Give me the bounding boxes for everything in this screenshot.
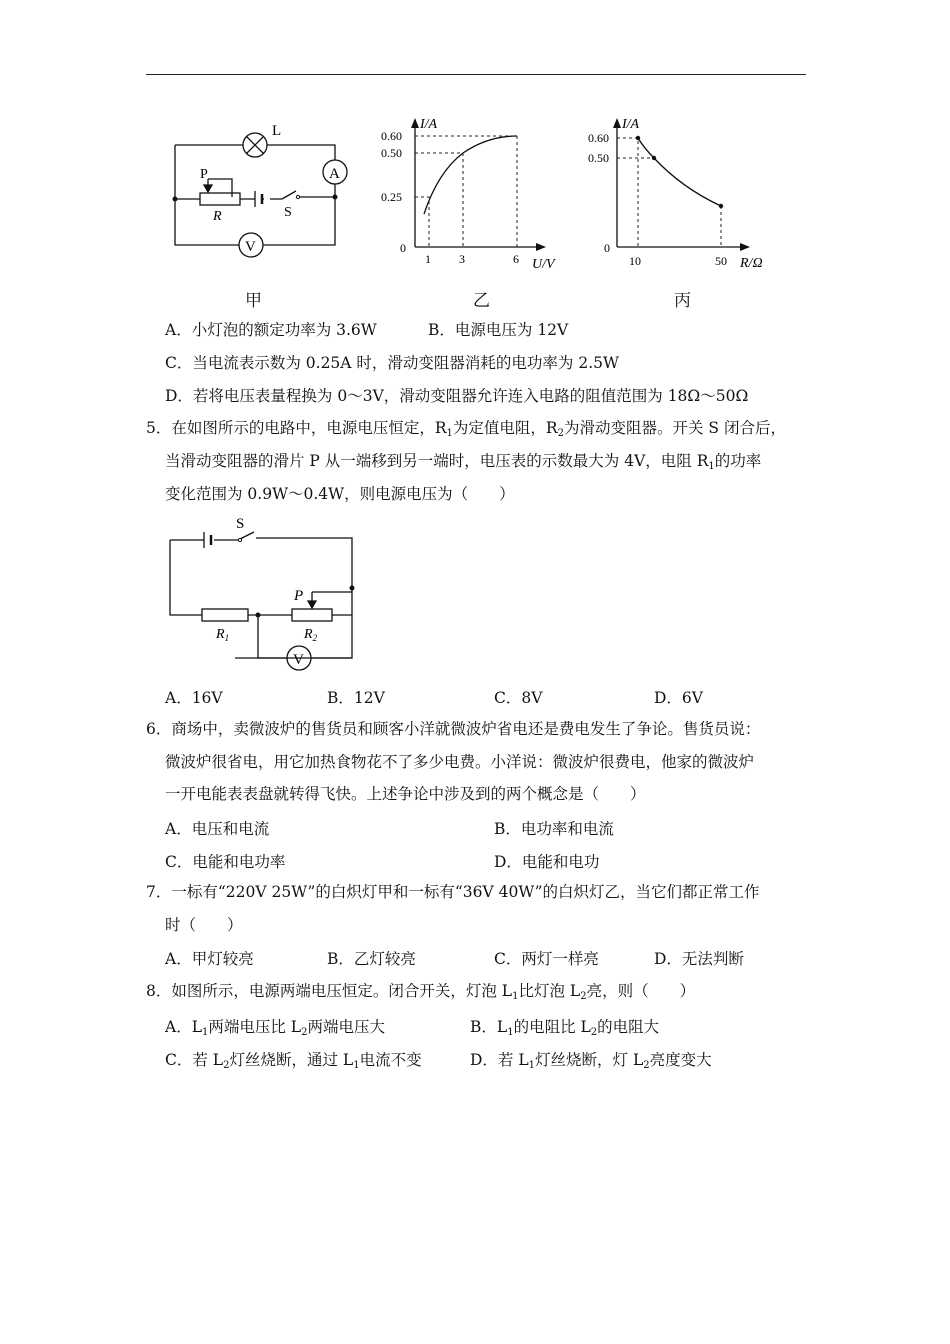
graph-yi-x-axis: U/V — [532, 257, 555, 272]
graph-yi-origin: 0 — [400, 241, 406, 255]
graph-bing-xtick: 10 — [629, 254, 641, 268]
q4-option-b: B．电源电压为 12V — [428, 321, 569, 339]
graph-bing-xtick: 50 — [715, 254, 727, 268]
q5-r1-label: $R_1$ — [216, 627, 230, 643]
q6-stem-line3: 一开电能表表盘就转得飞快。上述争论中涉及到的两个概念是（ ） — [165, 785, 646, 803]
q5-slider-label: P — [294, 588, 304, 604]
q5-stem-line2: 当滑动变阻器的滑片 P 从一端移到另一端时，电压表的示数最大为 4V，电阻 $R_1$的功率 — [165, 452, 762, 472]
q5-voltmeter-label: V — [293, 652, 304, 668]
graph-yi-ytick: 0.25 — [381, 190, 402, 204]
q5-circuit-diagram — [160, 512, 370, 672]
q6-option-d: D．电能和电功 — [494, 853, 600, 871]
circuit-jia-diagram — [160, 115, 360, 275]
q8-option-a: A．$L_1$两端电压比 $L_2$两端电压大 — [165, 1018, 385, 1038]
q5-stem-line1: 5．在如图所示的电路中，电源电压恒定，$R_1$为定值电阻，$R_2$为滑动变阻器。开关 S 闭合后， — [146, 419, 786, 439]
graph-yi-xtick: 3 — [459, 252, 465, 266]
q6-option-b: B．电功率和电流 — [494, 820, 614, 838]
q6-option-a: A．电压和电流 — [165, 820, 270, 838]
graph-yi-xtick: 1 — [425, 252, 431, 266]
graph-bing-ytick: 0.50 — [588, 151, 609, 165]
q4-option-d: D．若将电压表量程换为 0～3V，滑动变阻器允许连入电路的阻值范围为 18Ω～50Ω — [165, 387, 749, 405]
q6-option-c: C．电能和电功率 — [165, 853, 286, 871]
q7-option-a: A．甲灯较亮 — [165, 950, 254, 968]
q7-option-d: D．无法判断 — [654, 950, 744, 968]
q6-stem-line1: 6．商场中，卖微波炉的售货员和顾客小洋就微波炉省电还是费电发生了争论。售货员说： — [146, 720, 761, 738]
q7-option-b: B．乙灯较亮 — [327, 950, 416, 968]
graph-bing-y-axis: I/A — [622, 117, 640, 132]
graph-bing-origin: 0 — [604, 241, 610, 255]
ammeter-label: A — [329, 166, 340, 182]
q8-stem-line1: 8．如图所示，电源两端电压恒定。闭合开关，灯泡 $L_1$比灯泡 $L_2$亮，则（ ） — [146, 982, 696, 1002]
graph-yi-y-axis: I/A — [420, 117, 438, 132]
lamp-label: L — [272, 123, 282, 139]
header-rule — [146, 74, 806, 75]
graph-yi — [378, 110, 568, 275]
q5-option-a: A．16V — [165, 689, 223, 707]
graph-bing-x-axis: R/Ω — [740, 256, 763, 271]
q5-stem-line3: 变化范围为 0.9W～0.4W，则电源电压为（ ） — [165, 485, 515, 503]
caption-jia: 甲 — [245, 291, 262, 311]
switch-label: S — [284, 205, 292, 220]
q5-r2-label: $R_2$ — [304, 627, 318, 643]
graph-yi-xtick: 6 — [513, 252, 519, 266]
graph-bing — [582, 110, 782, 275]
resistor-label: R — [213, 209, 222, 224]
slider-label: P — [200, 167, 208, 182]
graph-bing-ytick: 0.60 — [588, 131, 609, 145]
q5-switch-label: S — [236, 516, 245, 532]
q5-option-c: C．8V — [494, 689, 543, 707]
q8-option-d: D．若 $L_1$灯丝烧断，灯 $L_2$亮度变大 — [470, 1051, 712, 1071]
voltmeter-label: V — [245, 239, 256, 255]
q4-option-a: A．小灯泡的额定功率为 3.6W — [165, 321, 377, 339]
q8-option-b: B．$L_1$的电阻比 $L_2$的电阻大 — [470, 1018, 660, 1038]
caption-yi: 乙 — [473, 291, 490, 311]
graph-yi-ytick: 0.50 — [381, 146, 402, 160]
q7-stem-line2: 时（ ） — [165, 916, 243, 934]
caption-bing: 丙 — [674, 291, 691, 311]
q6-stem-line2: 微波炉很省电，用它加热食物花不了多少电费。小洋说：微波炉很费电，他家的微波炉 — [165, 753, 755, 771]
q5-option-b: B．12V — [327, 689, 385, 707]
q7-stem-line1: 7．一标有“220V 25W”的白炽灯甲和一标有“36V 40W”的白炽灯乙，当它们都正常工作 — [146, 883, 760, 901]
graph-yi-ytick: 0.60 — [381, 129, 402, 143]
q4-option-c: C．当电流表示数为 0.25A 时，滑动变阻器消耗的电功率为 2.5W — [165, 354, 619, 372]
q5-option-d: D．6V — [654, 689, 703, 707]
q7-option-c: C．两灯一样亮 — [494, 950, 599, 968]
q8-option-c: C．若 $L_2$灯丝烧断，通过 $L_1$电流不变 — [165, 1051, 422, 1071]
